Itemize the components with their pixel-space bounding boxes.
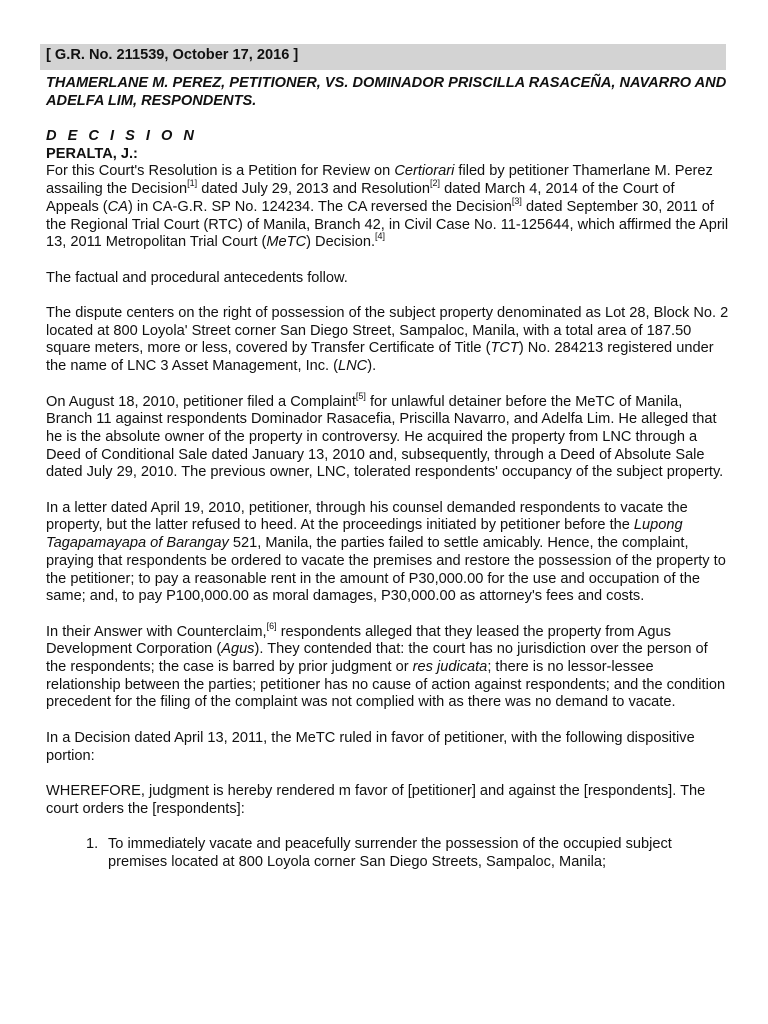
footnote-ref[interactable]: [1]: [187, 178, 198, 189]
case-number: [ G.R. No. 211539, October 17, 2016 ]: [46, 47, 299, 63]
paragraph-3: The dispute centers on the right of possession of the subject property denominated as Lot 28, Block No. 2 located at 800 Loyola' Street corner San Diego Street, Sampaloc, Manila, with a total area of 187.50 square meters, more or less, covered by Transfer Certificate of Title (TCT) No. 284213 registered under the name of LNC 3 Asset Management, Inc. (LNC).: [46, 305, 729, 375]
case-number-bar: [40, 44, 726, 70]
footnote-ref[interactable]: [4]: [375, 231, 386, 242]
paragraph-6: In their Answer with Counterclaim,[6] respondents alleged that they leased the property from Agus Development Corporation (Agus). They contended that: the court has no jurisdiction over the person of the respondents; the case is barred by prior judgment or res judicata; there is no lessor-lessee relationship between the parties; petitioner has no cause of action against respondents; and the condition precedent for the filing of the complaint was not complied with as there was no demand to vacate.: [46, 620, 726, 711]
list-item-number: 1.: [86, 836, 99, 852]
paragraph-2: The factual and procedural antecedents follow.: [46, 269, 348, 286]
paragraph-7: In a Decision dated April 13, 2011, the MeTC ruled in favor of petitioner, with the following dispositive portion:: [46, 729, 695, 764]
footnote-ref[interactable]: [2]: [430, 178, 441, 189]
paragraph-8: WHEREFORE, judgment is hereby rendered m favor of [petitioner] and against the [respondents]. The court orders the [respondents]:: [46, 782, 706, 817]
paragraph-5: In a letter dated April 19, 2010, petitioner, through his counsel demanded respondents to vacate the property, but the latter refused to heed. At the proceedings initiated by petitioner before the Lupong Tagapamayapa of Barangay 521, Manila, the parties failed to settle amicably. Hence, the complaint, praying that respondents be ordered to vacate the premises and restore the possession of the property to the petitioner; to pay a reasonable rent in the amount of P30,000.00 for the use and occupation of the same; and, to pay P100,000.00 as moral damages, P30,000.00 as attorney's fees and costs.: [46, 499, 726, 605]
decision-heading: D E C I S I O N: [46, 128, 198, 144]
footnote-ref[interactable]: [5]: [355, 390, 366, 401]
footnote-ref[interactable]: [3]: [511, 195, 522, 206]
list-item: [46, 836, 730, 871]
dispositive-list: [46, 836, 730, 871]
paragraph-1: For this Court's Resolution is a Petition for Review on Certiorari filed by petitioner Thamerlane M. Perez assailing the Decision[1] dated July 29, 2013 and Resolution[2] dated March 4, 2014 of the Court of Appeals (CA) in CA-G.R. SP No. 124234. The CA reversed the Decision[3] dated September 30, 2011 of the Regional Trial Court (RTC) of Manila, Branch 42, in Civil Case No. 11-125644, which affirmed the April 13, 2011 Metropolitan Trial Court (MeTC) Decision.[4]: [46, 163, 729, 251]
list-item-text: To immediately vacate and peacefully surrender the possession of the occupied subject premises located at 800 Loyola corner San Diego Streets, Sampaloc, Manila;: [108, 836, 672, 870]
case-title: THAMERLANE M. PEREZ, PETITIONER, VS. DOMINADOR PRISCILLA RASACEÑA, NAVARRO AND ADELFA LIM, RESPONDENTS.: [46, 75, 727, 109]
footnote-ref[interactable]: [6]: [266, 620, 277, 631]
paragraph-4: On August 18, 2010, petitioner filed a Complaint[5] for unlawful detainer before the MeTC of Manila, Branch 11 against respondents Dominador Rasacefia, Priscilla Navarro, and Adelfa Lim. He alleged that he is the absolute owner of the property in controversy. He acquired the property from LNC through a Deed of Conditional Sale dated January 13, 2010 and, subsequently, through a Deed of Absolute Sale dated July 29, 2010. The previous owner, LNC, tolerated respondents' occupancy of the subject property.: [46, 390, 724, 481]
ponente: PERALTA, J.:: [46, 145, 138, 162]
document-body: [46, 74, 730, 871]
